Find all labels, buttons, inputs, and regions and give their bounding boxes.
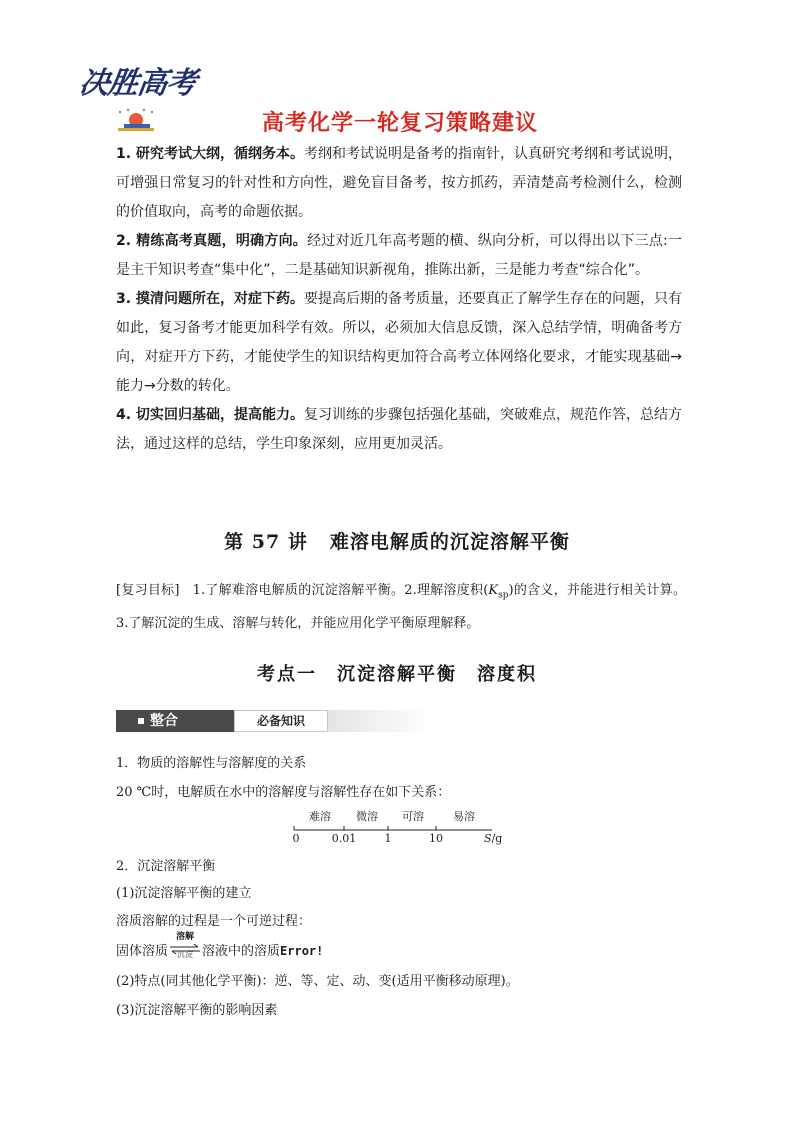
section2-line1: 溶质溶解的过程是一个可逆过程： — [116, 914, 312, 929]
section2-sub1: (1)沉淀溶解平衡的建立 — [116, 886, 252, 901]
equilibrium-equation — [116, 932, 324, 959]
axis-unit-var: S — [484, 832, 492, 845]
goals-text-1: 1.了解难溶电解质的沉淀溶解平衡。2.理解溶度积( — [192, 583, 489, 598]
intro-text-3: 要提高后期的备考质量，还要真正了解学生存在的问题，只有如此，复习备考才能更加科学有效。所以，必须加大信息反馈，深入总结学情，明确备考方向，对症开方下药，才能使学生的知识结构更加符合高考立体网络化要求，才能实现基础→能力→分数的转化。 — [116, 291, 683, 394]
eq-right: 溶液中的溶质 — [202, 944, 281, 959]
section2-title: 2．沉淀溶解平衡 — [116, 859, 216, 874]
tag-fade-decoration — [328, 710, 432, 732]
section2-sub2: (2)特点(同其他化学平衡)：逆、等、定、动、变(适用平衡移动原理)。 — [116, 974, 519, 989]
topic-title — [0, 660, 794, 686]
main-title: 高考化学一轮复习策略建议 — [261, 111, 538, 136]
intro-text-1: 考纲和考试说明是备考的指南针，认真研究考纲和考试说明，可增强日常复习的针对性和方向性，避免盲目备考，按方抓药，弄清楚高考检测什么，检测的价值取向，高考的命题依据。 — [116, 146, 683, 220]
section1-desc: 20 ℃时，电解质在水中的溶解度与溶解性存在如下关系： — [116, 785, 451, 800]
tag-integrate-label: 整合 — [150, 713, 178, 729]
eq-left: 固体溶质 — [116, 944, 169, 959]
intro-paragraph-1 — [116, 140, 682, 227]
eq-arrow-bottom: 沉淀 — [177, 950, 194, 959]
section1-title: 1．物质的溶解性与溶解度的关系 — [116, 756, 307, 771]
intro-paragraph-3 — [116, 285, 682, 401]
goals-label: [复习目标] — [116, 583, 180, 598]
axis-tick-label-0.01: 0.01 — [331, 832, 357, 845]
reversible-arrow-icon — [168, 932, 202, 959]
axis-tick-label-1: 1 — [384, 832, 392, 845]
axis-category-slightly: 微溶 — [356, 810, 378, 823]
axis-category-insoluble: 难溶 — [309, 810, 331, 823]
topic-name-1: 沉淀溶解平衡 — [337, 664, 457, 685]
ksp-symbol: K — [488, 583, 499, 598]
lecture-title — [0, 527, 794, 554]
intro-lead-1: 1. 研究考试大纲，循纲务本。 — [116, 146, 304, 162]
tag-integrate — [116, 710, 234, 732]
logo-text: 决胜高考 — [77, 66, 198, 101]
ksp-subscript: sp — [498, 590, 509, 601]
goals-text-2: )的含义，并能进行相关计算。3.了解沉淀的生成、溶解与转化，并能应用化学平衡原理解释。 — [116, 583, 686, 631]
square-bullet-icon — [138, 718, 144, 724]
topic-number: 考点一 — [257, 664, 317, 685]
review-goals — [116, 577, 686, 638]
intro-lead-4: 4. 切实回归基础，提高能力。 — [116, 407, 304, 423]
intro-lead-2: 2. 精练高考真题，明确方向。 — [116, 233, 308, 249]
axis-tick-label-10: 10 — [429, 832, 443, 845]
intro-text-2: 经过对近几年高考题的横、纵向分析，可以得出以下三点:一是主干知识考查“集中化”，二是基础知识新视角，推陈出新，三是能力考查“综合化”。 — [116, 233, 683, 278]
lecture-number: 第 57 讲 — [224, 531, 308, 553]
section-tag-bar — [116, 710, 432, 732]
axis-category-soluble: 可溶 — [402, 810, 424, 823]
intro-text-4: 复习训练的步骤包括强化基础，突破难点，规范作答，总结方法，通过这样的总结，学生印象深刻，应用更加灵活。 — [116, 407, 683, 452]
lecture-name: 难溶电解质的沉淀溶解平衡 — [329, 531, 570, 553]
tag-essential-knowledge: 必备知识 — [234, 710, 328, 732]
axis-unit — [484, 832, 502, 845]
axis-category-very: 易溶 — [453, 810, 475, 823]
intro-paragraph-4 — [116, 401, 682, 459]
solubility-axis-diagram — [286, 808, 516, 848]
eq-error-text: Error! — [280, 944, 324, 958]
eq-arrow-top: 溶解 — [176, 932, 195, 942]
section2-sub3: (3)沉淀溶解平衡的影响因素 — [116, 1003, 278, 1018]
intro-paragraph-2 — [116, 227, 682, 285]
axis-tick-label-0: 0 — [292, 832, 300, 845]
intro-section — [116, 140, 682, 459]
intro-lead-3: 3. 摸清问题所在，对症下药。 — [116, 291, 304, 307]
topic-name-2: 溶度积 — [477, 664, 537, 685]
axis-unit-g: /g — [491, 832, 503, 845]
